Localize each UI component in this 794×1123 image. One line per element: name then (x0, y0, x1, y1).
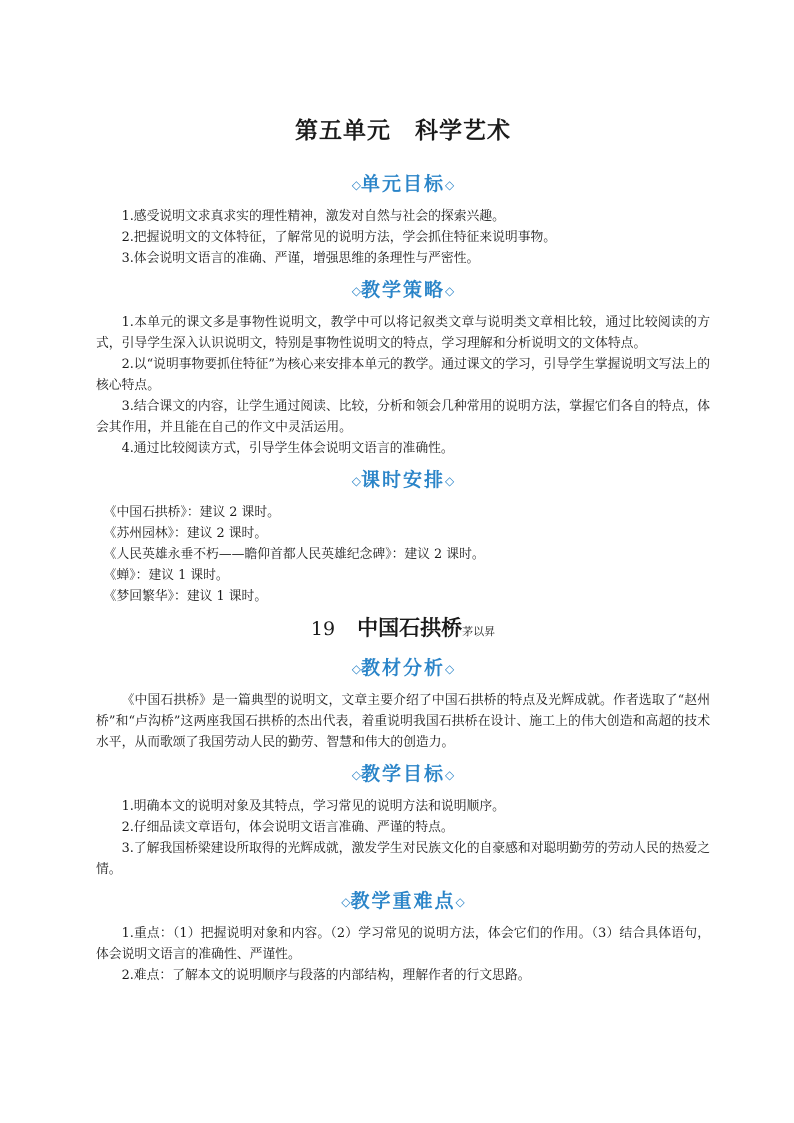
section-heading-strategy (96, 277, 710, 304)
lesson-author: 茅以昇 (462, 625, 496, 638)
lesson-goal-item: 1.明确本文的说明对象及其特点，学习常见的说明方法和说明顺序。 (121, 799, 505, 814)
lesson-title (96, 613, 710, 647)
diamond-icon: ◇ (351, 768, 361, 782)
schedule-item: 《蝉》：建议 1 课时。 (103, 568, 229, 583)
section-title-unit-goals: 单元目标 (360, 173, 445, 195)
section-title-schedule: 课时安排 (360, 469, 445, 491)
unit-goal-item: 1.感受说明文求真求实的理性精神，激发对自然与社会的探索兴趣。 (121, 209, 505, 224)
diamond-icon: ◇ (341, 895, 351, 909)
section-title-key-points: 教学重难点 (350, 890, 456, 912)
unit-goal-item: 3.体会说明文语言的准确、严谨，增强思维的条理性与严密性。 (121, 251, 480, 266)
section-title-strategy: 教学策略 (360, 279, 445, 301)
diamond-icon: ◇ (351, 284, 361, 298)
diamond-icon: ◇ (445, 662, 455, 676)
section-heading-key-points (96, 888, 710, 915)
diamond-icon: ◇ (455, 895, 465, 909)
schedule-item: 《中国石拱桥》：建议 2 课时。 (103, 505, 280, 520)
schedule-item: 《苏州园林》：建议 2 课时。 (103, 526, 268, 541)
lesson-number: 19 (310, 618, 336, 640)
diamond-icon: ◇ (351, 474, 361, 488)
diamond-icon: ◇ (445, 284, 455, 298)
section-heading-schedule (96, 467, 710, 494)
section-title-lesson-goals: 教学目标 (360, 763, 445, 785)
lesson-name: 中国石拱桥 (357, 616, 463, 640)
lesson-goal-item: 2.仔细品读文章语句，体会说明文语言准确、严谨的特点。 (121, 820, 454, 835)
strategy-item: 3.结合课文的内容，让学生通过阅读、比较，分析和领会几种常用的说明方法，掌握它们各自的特点，体会其作用，并且能在自己的作文中灵活运用。 (96, 399, 710, 435)
section-heading-lesson-goals (96, 761, 710, 788)
strategy-item: 4.通过比较阅读方式，引导学生体会说明文语言的准确性。 (121, 441, 454, 456)
diamond-icon: ◇ (445, 474, 455, 488)
unit-title: 第五单元 科学艺术 (295, 118, 511, 144)
schedule-item: 《人民英雄永垂不朽——瞻仰首都人民英雄纪念碑》：建议 2 课时。 (103, 547, 485, 562)
diamond-icon: ◇ (351, 662, 361, 676)
diamond-icon: ◇ (445, 768, 455, 782)
unit-goal-item: 2.把握说明文的文体特征，了解常见的说明方法，学会抓住特征来说明事物。 (121, 230, 557, 245)
diamond-icon: ◇ (445, 178, 455, 192)
strategy-item: 2.以“说明事物要抓住特征”为核心来安排本单元的教学。通过课文的学习，引导学生掌握说明文写法上的核心特点。 (96, 357, 710, 393)
lesson-goal-item: 3.了解我国桥梁建设所取得的光辉成就，激发学生对民族文化的自豪感和对聪明勤劳的劳动人民的热爱之情。 (96, 841, 710, 877)
analysis-text: 《中国石拱桥》是一篇典型的说明文，文章主要介绍了中国石拱桥的特点及光辉成就。作者选取了“赵州桥”和“卢沟桥”这两座我国石拱桥的杰出代表，着重说明我国石拱桥在设计、施工上的伟大创造和高超的技术水平，从而歌颂了我国劳动人民的勤劳、智慧和伟大的创造力。 (96, 693, 710, 750)
key-point-item: 2.难点：了解本文的说明顺序与段落的内部结构，理解作者的行文思路。 (121, 968, 531, 983)
diamond-icon: ◇ (351, 178, 361, 192)
key-point-item: 1.重点：（1）把握说明对象和内容。（2）学习常见的说明方法，体会它们的作用。（3）结合具体语句，体会说明文语言的准确性、严谨性。 (96, 926, 710, 962)
strategy-item: 1.本单元的课文多是事物性说明文，教学中可以将记叙类文章与说明类文章相比较，通过比较阅读的方式，引导学生深入认识说明文，特别是事物性说明文的特点，学习理解和分析说明文的文体特点。 (96, 315, 710, 351)
section-heading-unit-goals (96, 171, 710, 198)
section-heading-analysis (96, 655, 710, 682)
section-title-analysis: 教材分析 (360, 657, 445, 679)
schedule-item: 《梦回繁华》：建议 1 课时。 (103, 589, 268, 604)
